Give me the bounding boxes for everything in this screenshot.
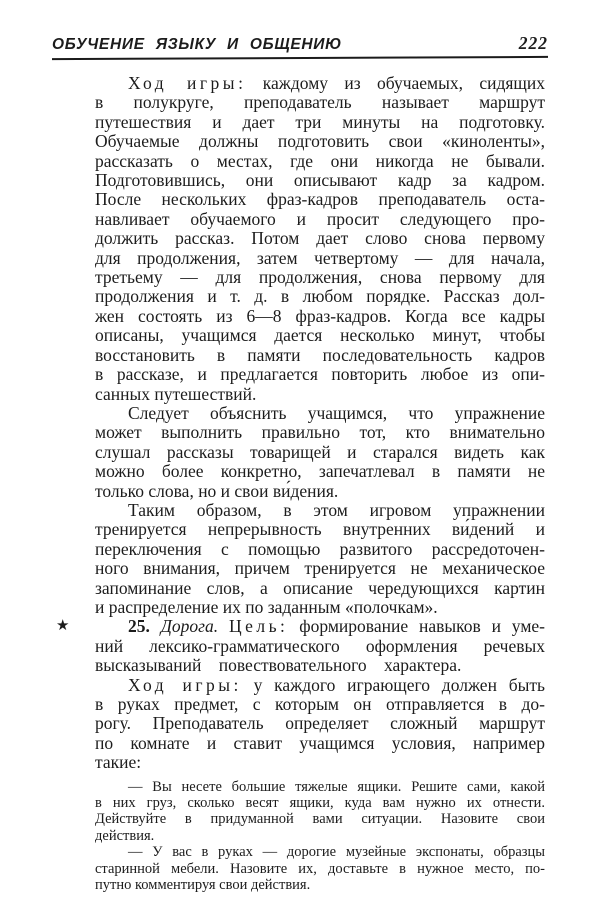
example-task-boxes — [95, 779, 545, 845]
text-line: высказываний повествовательного характера. — [95, 655, 462, 676]
exercise-title: Дорога. — [160, 616, 219, 637]
text-line: восстановить в памяти последовательность кадров — [95, 344, 545, 365]
text-line: описаны, учащимся дается несколько минут, чтобы — [95, 325, 545, 346]
paragraph-teacher-note — [95, 404, 545, 501]
text-line — [56, 616, 545, 637]
header-rule — [52, 56, 548, 60]
text-line: в них груз, сколько весят ящики, куда вам нужно их отнести. — [95, 795, 545, 812]
text-line: переключения с помощью развитого рассредоточен- — [95, 538, 545, 559]
running-header — [52, 33, 548, 54]
text-line: действия. — [95, 827, 155, 844]
text-line: путно комментируя свои действия. — [95, 877, 311, 894]
text-line: слушал рассказы товарищей и старался видеть как — [95, 441, 545, 462]
text-line: Обучаемые должны подготовить свои «киноленты», — [95, 131, 545, 152]
text-line: рогу. Преподаватель определяет сложный маршрут — [95, 713, 545, 734]
header-title: ОБУЧЕНИЕ ЯЗЫКУ И ОБЩЕНИЮ — [52, 36, 342, 53]
paragraph-game-procedure-2 — [95, 676, 545, 773]
text-line: — Вы несете большие тяжелые ящики. Решите сами, какой — [128, 778, 545, 795]
text-line: только слова, но и свои ви́дения. — [95, 480, 339, 501]
text-line: старинной мебели. Назовите их, доставьте в нужное место, по- — [95, 860, 545, 877]
paragraph-exercise-25-doroga — [56, 616, 545, 676]
lead-in-spaced: Ход игры: — [128, 73, 247, 93]
text-line: После нескольких фраз-кадров преподаватель оста- — [95, 189, 545, 210]
example-block — [95, 779, 545, 894]
text-line: должить рассказ. Потом дает слово снова первому — [95, 228, 545, 249]
text-line: в рассказе, и предлагается повторить любое из опи- — [95, 364, 545, 385]
text-line: жен состоять из 6—8 фраз-кадров. Когда все кадры — [95, 305, 545, 326]
text-column — [56, 73, 546, 894]
exercise-number: 25. — [128, 616, 150, 637]
text-line — [95, 676, 545, 695]
text-line — [95, 74, 545, 93]
text-line: для продолжения, затем четвертому — для начала, — [95, 247, 545, 268]
star-marker-icon: ★ — [56, 618, 70, 635]
text-line: Следует объяснить учащимся, что упражнение — [128, 402, 545, 423]
line-text: формирование навыков и уме- — [299, 616, 545, 637]
paragraph-game-procedure-1 — [95, 74, 545, 404]
example-task-exhibits — [95, 844, 545, 893]
paragraph-summary — [95, 501, 545, 617]
text-line: санных путешествий. — [95, 383, 257, 404]
lead-in-spaced: Ход игры: — [128, 674, 242, 695]
text-line: — У вас в руках — дорогие музейные экспонаты, образцы — [128, 844, 545, 861]
text-line: ного внимания, причем тренируется не механическое — [95, 558, 545, 579]
text-line: ний лексико-грамматического оформления речевых — [95, 635, 545, 656]
text-line: можно более конкретно, запечатлевал в памяти не — [95, 461, 545, 482]
text-line: Действуйте в придуманной вами ситуации. Назовите свои — [95, 811, 545, 828]
line-text: каждому из обучаемых, сидящих — [262, 73, 546, 93]
text-line: запоминание слов, а описание чередующихся картин — [95, 577, 545, 598]
text-line: в полукруге, преподаватель называет маршрут — [95, 92, 545, 113]
text-line: навливает обучаемого и просит следующего про- — [95, 208, 545, 229]
text-line: и распределение их по заданным «полочкам». — [95, 596, 438, 617]
lead-in-spaced: Цель: — [228, 616, 289, 637]
line-text: у каждого играющего должен быть — [253, 674, 545, 695]
text-line: рассказать о местах, где они никогда не бывали. — [95, 150, 545, 171]
text-line: продолжения и т. д. в любом порядке. Рассказ дол- — [95, 286, 545, 307]
text-line: тренируется непрерывность внутренних ви́дений и — [95, 519, 545, 540]
text-line: в руках предмет, с которым он отправляется в до- — [95, 694, 545, 714]
text-line: может выполнить правильно тот, кто внимательно — [95, 422, 545, 443]
text-line: Подготовившись, они описывают кадр за кадром. — [95, 170, 545, 191]
text-line: третьему — для продолжения, снова первому для — [95, 267, 545, 288]
text-line: путешествия и дает три минуты на подготовку. — [95, 111, 545, 132]
text-line: такие: — [95, 752, 142, 773]
text-line: по комнате и ставит учащимся условия, например — [95, 732, 545, 753]
text-line: Таким образом, в этом игровом упражнении — [128, 499, 545, 520]
page-number: 222 — [518, 33, 548, 53]
